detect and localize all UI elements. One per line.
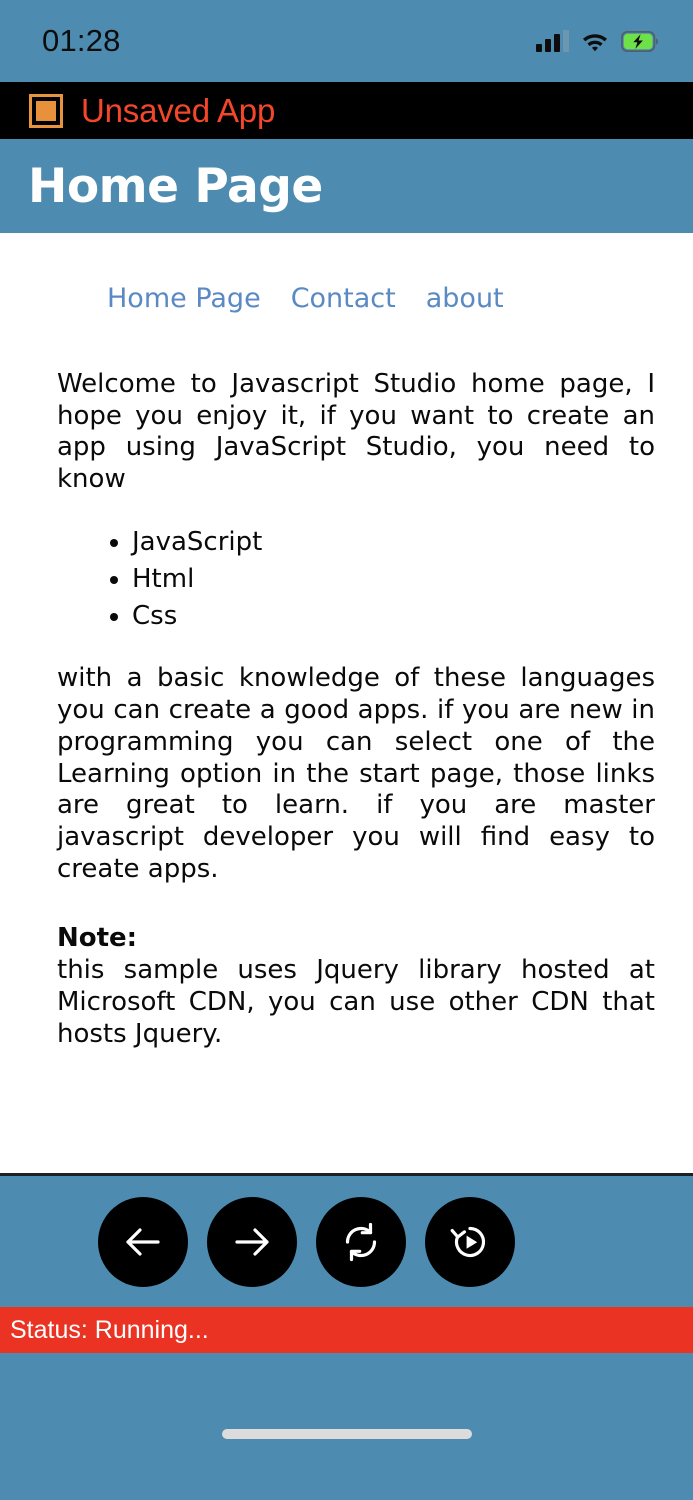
- browser-toolbar: [0, 1173, 693, 1307]
- refresh-icon: [339, 1220, 383, 1264]
- list-item: • Html: [132, 561, 655, 598]
- cellular-signal-icon: [536, 30, 569, 52]
- body-paragraph: with a basic knowledge of these languages you can create a good apps. if you are new in programming you can select one of the Learning option in the start page, those links are great to learn. if you are master javascript developer you will find easy to create apps.: [57, 663, 655, 884]
- page-title: Home Page: [28, 158, 323, 214]
- list-item: • Css: [132, 598, 655, 635]
- app-title-bar: [0, 82, 693, 139]
- requirements-list: [57, 524, 655, 636]
- status-text: Status: Running...: [10, 1315, 209, 1344]
- app-title: Unsaved App: [81, 91, 276, 129]
- restart-button[interactable]: [425, 1197, 515, 1287]
- page-header: [0, 139, 693, 233]
- app-square-icon: [29, 94, 63, 128]
- wifi-icon: [580, 30, 610, 52]
- refresh-button[interactable]: [316, 1197, 406, 1287]
- arrow-left-icon: [120, 1219, 166, 1265]
- home-indicator[interactable]: [222, 1429, 472, 1439]
- note-paragraph: this sample uses Jquery library hosted at Microsoft CDN, you can use other CDN that hosts Jquery.: [57, 955, 655, 1049]
- status-bar-message: [0, 1307, 693, 1353]
- back-button[interactable]: [98, 1197, 188, 1287]
- status-bar-indicators: [536, 30, 659, 52]
- nav-link-about[interactable]: about: [425, 283, 504, 314]
- list-item: • JavaScript: [132, 524, 655, 561]
- article-body: [0, 314, 693, 1051]
- ios-status-bar: [0, 0, 693, 82]
- home-indicator-area: [0, 1353, 693, 1500]
- nav-link-home-page[interactable]: Home Page: [107, 283, 261, 314]
- nav-link-contact[interactable]: Contact: [290, 283, 396, 314]
- note-label: Note:: [57, 923, 138, 954]
- page-nav: [0, 233, 693, 314]
- battery-charging-icon: [621, 31, 659, 52]
- restore-play-icon: [448, 1220, 492, 1264]
- note-block: [57, 923, 655, 1050]
- forward-button[interactable]: [207, 1197, 297, 1287]
- status-bar-clock: 01:28: [42, 23, 121, 58]
- intro-paragraph: Welcome to Javascript Studio home page, I hope you enjoy it, if you want to create an app using JavaScript Studio, you need to know: [57, 369, 655, 495]
- webview-content[interactable]: [0, 233, 693, 1173]
- arrow-right-icon: [229, 1219, 275, 1265]
